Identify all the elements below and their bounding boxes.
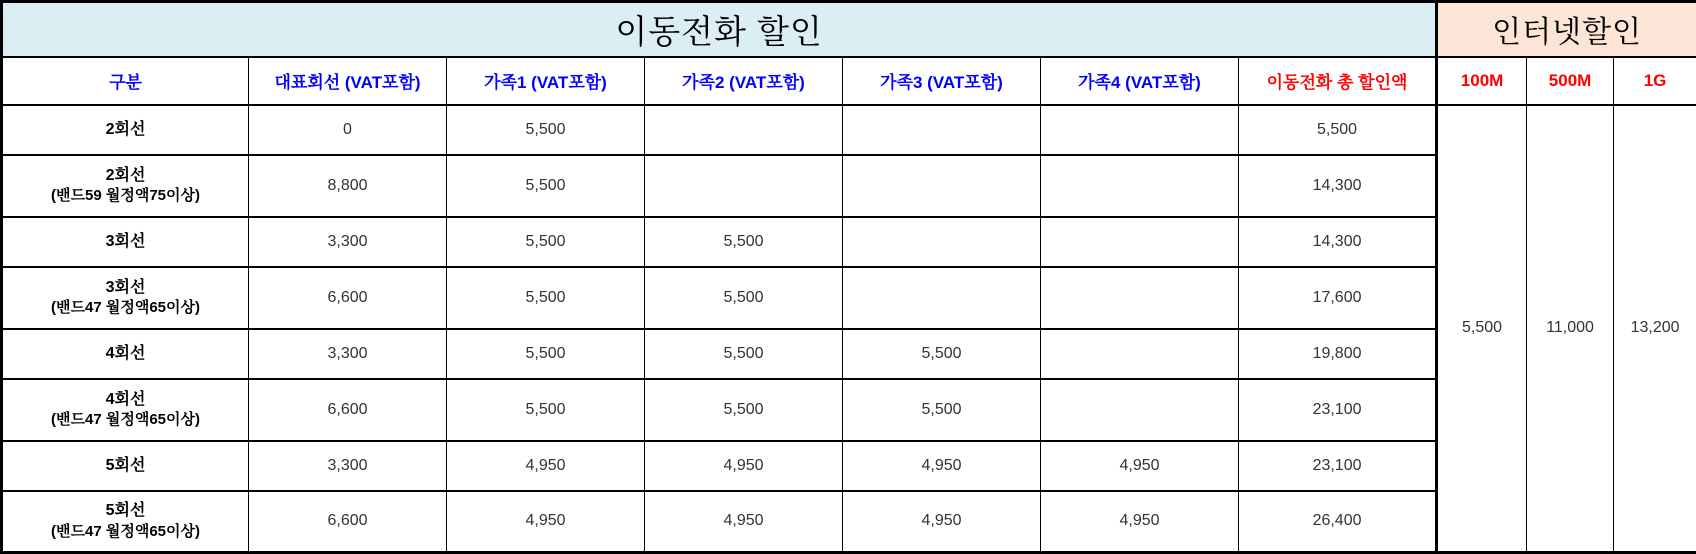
row-label: [2, 491, 249, 553]
row-label-sub: (밴드59 월정액75이상): [5, 186, 246, 206]
cell-family1: 5,500: [447, 267, 645, 329]
column-header-row: [2, 57, 1696, 105]
cell-internet-100m: 5,500: [1437, 105, 1527, 553]
col-header-100m: 100M: [1437, 57, 1527, 105]
cell-rep-line: 6,600: [249, 379, 447, 441]
cell-rep-line: 3,300: [249, 217, 447, 267]
cell-family2: 5,500: [645, 217, 843, 267]
cell-family4: 4,950: [1041, 441, 1239, 491]
row-label-sub: (밴드47 월정액65이상): [5, 298, 246, 318]
internet-discount-title: 인터넷할인: [1437, 2, 1696, 57]
cell-internet-1g: 13,200: [1614, 105, 1696, 553]
cell-rep-line: 3,300: [249, 329, 447, 379]
cell-family2: 4,950: [645, 441, 843, 491]
cell-family4: [1041, 329, 1239, 379]
row-label: [2, 217, 249, 267]
cell-family3: [843, 267, 1041, 329]
row-label: [2, 329, 249, 379]
col-header-1g: 1G: [1614, 57, 1696, 105]
row-label: [2, 267, 249, 329]
row-label-main: 2회선: [5, 119, 246, 141]
cell-mobile-total: 23,100: [1239, 379, 1437, 441]
section-title-row: [2, 2, 1696, 57]
cell-family1: 5,500: [447, 329, 645, 379]
cell-family2: 5,500: [645, 379, 843, 441]
col-header-rep-line: 대표회선 (VAT포함): [249, 57, 447, 105]
cell-family3: 5,500: [843, 379, 1041, 441]
row-label: [2, 379, 249, 441]
col-header-category: 구분: [2, 57, 249, 105]
row-label: [2, 441, 249, 491]
cell-rep-line: 6,600: [249, 491, 447, 553]
row-label-sub: (밴드47 월정액65이상): [5, 522, 246, 542]
mobile-discount-title: 이동전화 할인: [2, 2, 1437, 57]
cell-family1: 5,500: [447, 105, 645, 155]
cell-rep-line: 3,300: [249, 441, 447, 491]
row-label: [2, 105, 249, 155]
cell-mobile-total: 26,400: [1239, 491, 1437, 553]
cell-family2: [645, 105, 843, 155]
cell-family4: [1041, 267, 1239, 329]
cell-family2: 5,500: [645, 267, 843, 329]
cell-mobile-total: 19,800: [1239, 329, 1437, 379]
cell-rep-line: 8,800: [249, 155, 447, 217]
cell-mobile-total: 5,500: [1239, 105, 1437, 155]
cell-family2: [645, 155, 843, 217]
cell-family2: 4,950: [645, 491, 843, 553]
col-header-family3: 가족3 (VAT포함): [843, 57, 1041, 105]
cell-family3: [843, 217, 1041, 267]
cell-mobile-total: 23,100: [1239, 441, 1437, 491]
row-label-main: 4회선: [5, 343, 246, 365]
col-header-family2: 가족2 (VAT포함): [645, 57, 843, 105]
row-label-main: 5회선: [5, 500, 246, 522]
cell-mobile-total: 17,600: [1239, 267, 1437, 329]
cell-family2: 5,500: [645, 329, 843, 379]
cell-family3: 4,950: [843, 441, 1041, 491]
cell-family1: 4,950: [447, 441, 645, 491]
row-label-main: 4회선: [5, 389, 246, 411]
cell-rep-line: 0: [249, 105, 447, 155]
cell-family4: [1041, 155, 1239, 217]
cell-family3: 5,500: [843, 329, 1041, 379]
cell-rep-line: 6,600: [249, 267, 447, 329]
row-label: [2, 155, 249, 217]
cell-family1: 4,950: [447, 491, 645, 553]
row-label-main: 3회선: [5, 231, 246, 253]
col-header-mobile-total: 이동전화 총 할인액: [1239, 57, 1437, 105]
cell-mobile-total: 14,300: [1239, 155, 1437, 217]
row-label-main: 5회선: [5, 455, 246, 477]
cell-family4: [1041, 105, 1239, 155]
row-label-main: 3회선: [5, 277, 246, 299]
cell-family1: 5,500: [447, 217, 645, 267]
col-header-family4: 가족4 (VAT포함): [1041, 57, 1239, 105]
cell-mobile-total: 14,300: [1239, 217, 1437, 267]
cell-family1: 5,500: [447, 155, 645, 217]
col-header-500m: 500M: [1527, 57, 1614, 105]
row-label-sub: (밴드47 월정액65이상): [5, 410, 246, 430]
col-header-family1: 가족1 (VAT포함): [447, 57, 645, 105]
row-label-main: 2회선: [5, 165, 246, 187]
cell-family3: 4,950: [843, 491, 1041, 553]
table-row: [2, 105, 1696, 155]
cell-family4: [1041, 379, 1239, 441]
cell-family1: 5,500: [447, 379, 645, 441]
cell-family4: 4,950: [1041, 491, 1239, 553]
cell-family4: [1041, 217, 1239, 267]
cell-internet-500m: 11,000: [1527, 105, 1614, 553]
cell-family3: [843, 105, 1041, 155]
cell-family3: [843, 155, 1041, 217]
